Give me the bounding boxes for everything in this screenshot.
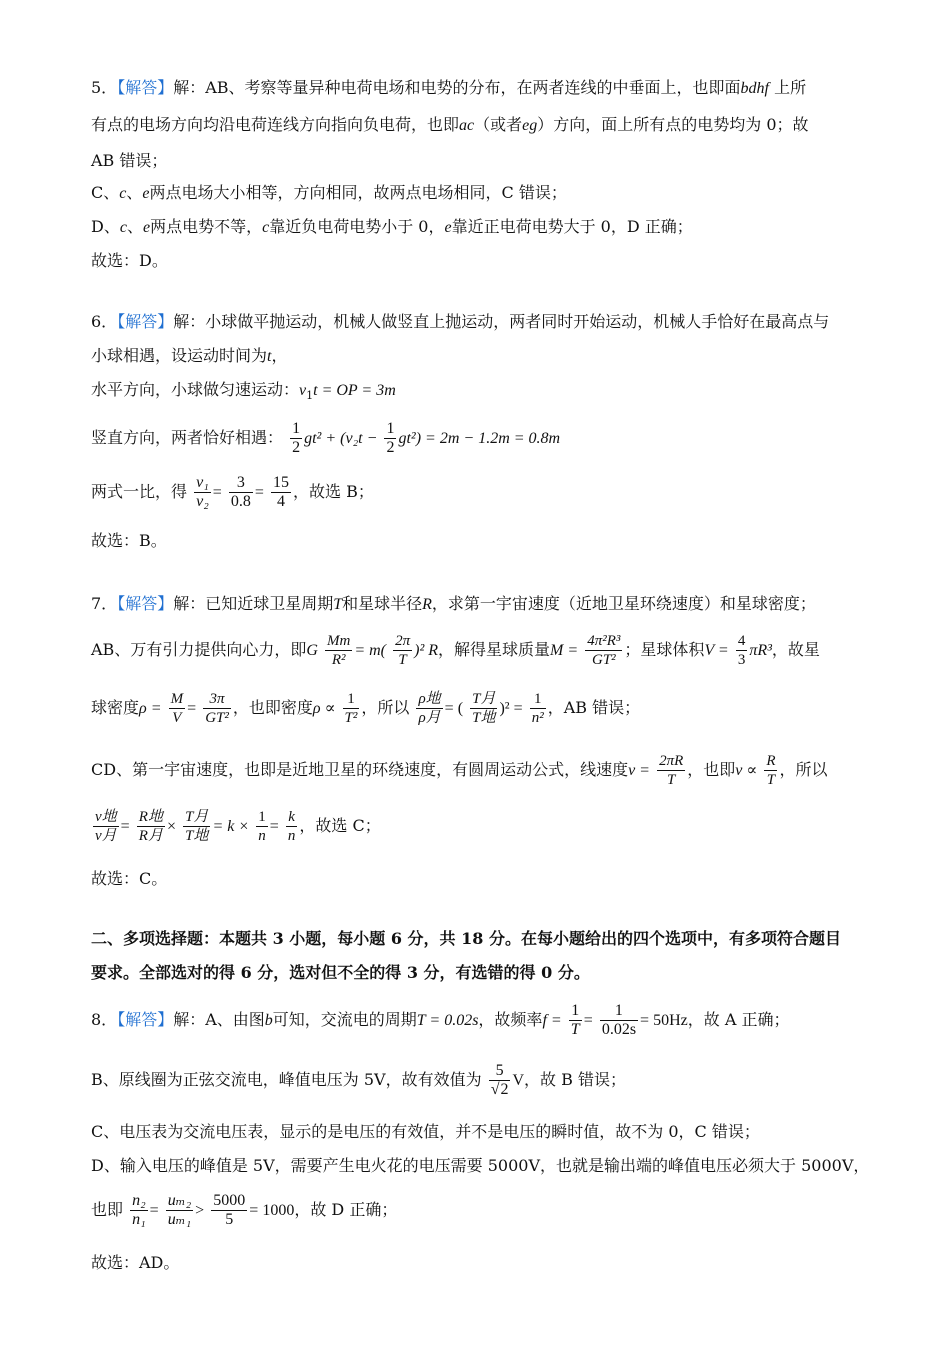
q8-line-5: 也即 $\frac{\text{n₂}}{\text{n₁}}$ = $\frac{\text{uₘ₂}}{\text{uₘ₁}}$ > $\frac{5000}{5}$ = 1000，故 D 正确； — [91, 1192, 398, 1228]
q5-conclusion: 故选：D。 — [91, 251, 168, 270]
q7-line-5: $\frac{\text{v地}}{\text{v月}}$ = $\frac{\text{R地}}{\text{R月}}$ × $\frac{\text{T月}}{\text{T地}}$ = k × $\frac{1}{n}$ = $\frac{k}{n}$ ，故选 C； — [95, 809, 381, 844]
answer-tag: 【解答】 — [117, 1010, 174, 1029]
section-2-heading-line-2: 要求。全部选对的得 6 分，选对但不全的得 3 分，有选错的得 0 分。 — [91, 963, 590, 982]
q7-line-4: CD、第一宇宙速度，也即是近地卫星的环绕速度，有圆周运动公式，线速度v = $\frac{2\pi R}{T}$ ，也即v ∝ $\frac{R}{T}$ ，所以 — [91, 753, 828, 788]
q5-line-2: 有点的电场方向均沿电荷连线方向指向负电荷，也即ac（或者eg）方向，面上所有点的电势均为 0；故 — [91, 115, 809, 134]
q6-line-5: 两式一比，得 $\frac{\text{v₁}}{\text{v₂}}$ = $\frac{3}{0.8}$ = $\frac{15}{4}$ ，故选 B； — [91, 474, 374, 510]
q7-line-3: 球密度ρ = $\frac{M}{V}$ = $\frac{3\pi}{\text{GT²}}$ ，也即密度ρ ∝ $\frac{1}{\text{T²}}$ ，所以 $\frac{\text{ρ地}}{\text{ρ月}}$ = ( $\frac{\text{T月}}{\text{T地}}$ )² = $\frac{1}{\text{n²}}$ ，AB 错误； — [91, 691, 641, 726]
answer-tag: 【解答】 — [117, 594, 174, 613]
answer-tag: 【解答】 — [117, 312, 174, 331]
answer-tag: 【解答】 — [117, 78, 174, 97]
q6-line-1: 6．【解答】解：小球做平抛运动，机械人做竖直上抛运动，两者同时开始运动，机械人手恰好在最高点与 — [91, 312, 830, 331]
q5-line-1: 5．【解答】解：AB、考察等量异种电荷电场和电势的分布，在两者连线的中垂面上，也即面bdhf 上所 — [91, 78, 807, 97]
q8-line-4: D、输入电压的峰值是 5V，需要产生电火花的电压需要 5000V，也就是输出端的峰值电压必须大于 5000V， — [91, 1156, 870, 1175]
q8-line-3: C、电压表为交流电压表，显示的是电压的有效值，并不是电压的瞬时值，故不为 0，C 错误； — [91, 1122, 760, 1141]
section-2-heading-line-1: 二、多项选择题：本题共 3 小题，每小题 6 分，共 18 分。在每小题给出的四个选项中，有多项符合题目 — [91, 929, 841, 948]
q6-line-3: 水平方向，小球做匀速运动：$v_1t$ = OP = 3m — [91, 380, 396, 403]
q8-conclusion: 故选：AD。 — [91, 1253, 180, 1272]
q8-line-1: 8．【解答】解：A、由图b可知，交流电的周期T = 0.02s，故频率f = $\frac{1}{T}$ = $\frac{1}{0.02s}$ = 50Hz，故 A 正确； — [91, 1002, 790, 1038]
q7-conclusion: 故选：C。 — [91, 869, 168, 888]
q5-line-3: AB 错误； — [91, 151, 168, 170]
q6-line-4: 竖直方向，两者恰好相遇： $\frac{1}{2}$ gt² + (v₂t − $\frac{1}{2}$ gt²) = 2m − 1.2m = 0.8m — [91, 420, 561, 456]
q7-line-2: AB、万有引力提供向心力，即G $\frac{Mm}{\text{R²}}$ = m( $\frac{2\pi}{T}$ )² R，解得星球质量M = $\frac{\text{4π²R³}}{\text{GT²}}$ ；星球体积V = $\frac{4}{3}$ πR³，故星 — [91, 633, 820, 668]
q6-line-2: 小球相遇，设运动时间为t， — [91, 346, 288, 365]
q5-line-4: C、c、e两点电场大小相等，方向相同，故两点电场相同，C 错误； — [91, 183, 567, 202]
q8-line-2: B、原线圈为正弦交流电，峰值电压为 5V，故有效值为 $\frac{5}{√2}$ V，故 B 错误； — [91, 1062, 626, 1098]
q5-line-5: D、c、e两点电势不等，c靠近负电荷电势小于 0，e靠近正电荷电势大于 0，D 正确； — [91, 217, 693, 236]
q6-conclusion: 故选：B。 — [91, 531, 167, 550]
q7-line-1: 7．【解答】解：已知近球卫星周期T和星球半径R，求第一宇宙速度（近地卫星环绕速度）和星球密度； — [91, 594, 816, 613]
